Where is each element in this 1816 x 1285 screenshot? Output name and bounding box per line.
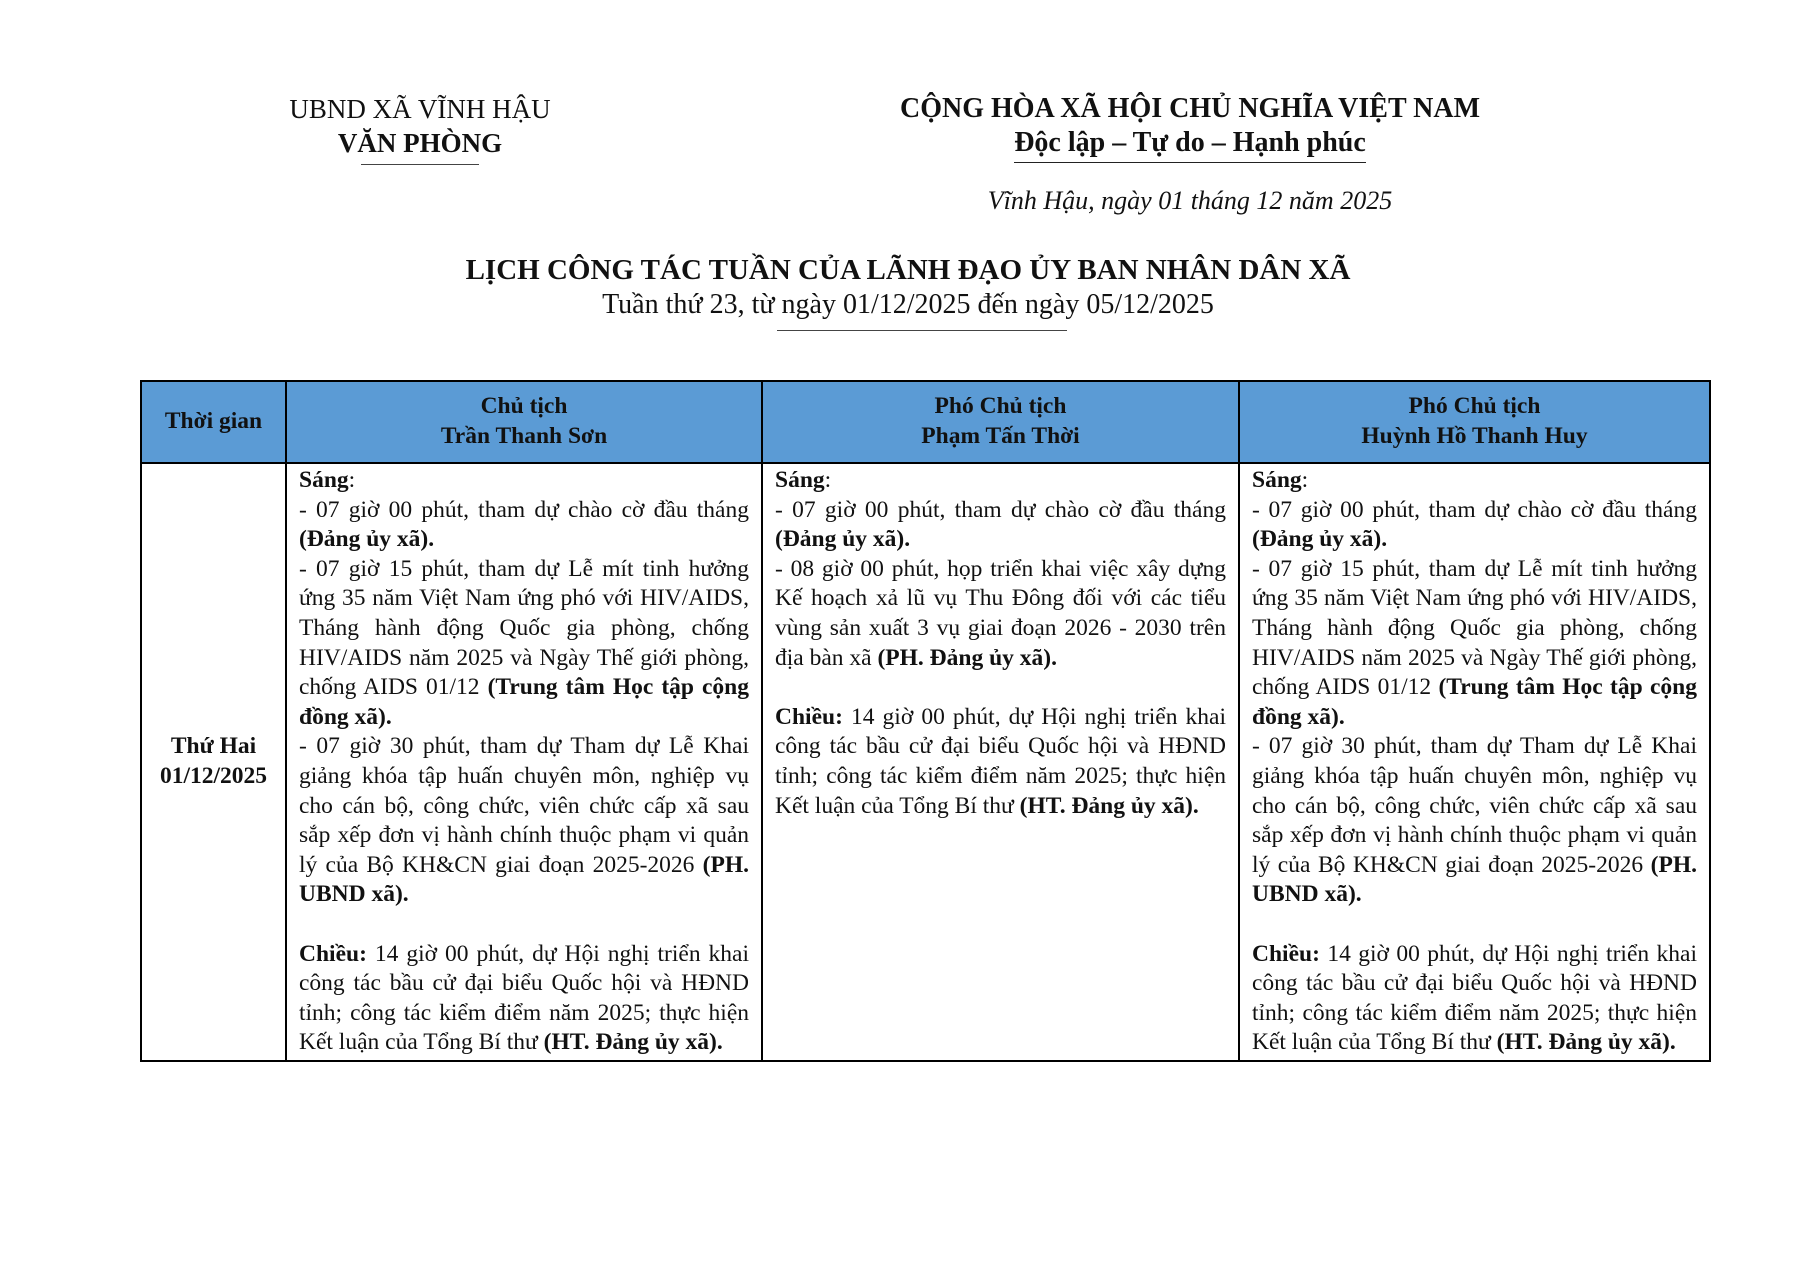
column-header-vice-chairman-1 [762, 381, 1239, 463]
schedule-item: - 07 giờ 00 phút, tham dự chào cờ đầu tháng (Đảng ủy xã). [775, 496, 1226, 553]
morning-label: Sáng [775, 467, 825, 493]
afternoon-label: Chiều: [775, 703, 843, 730]
location: (Đảng ủy xã). [775, 526, 911, 553]
afternoon-item: Chiều: 14 giờ 00 phút, dự Hội nghị triển khai công tác bầu cử đại biểu Quốc hội và HĐND tỉnh; công tác kiểm điểm năm 2025; thực hiện Kết luận của Tổng Bí thư (HT. Đảng ủy xã). [1252, 940, 1697, 1056]
schedule-item: - 07 giờ 30 phút, tham dự Tham dự Lễ Khai giảng khóa tập huấn chuyên môn, nghiệp vụ cho cán bộ, công chức, viên chức cấp xã sau sắp xếp đơn vị hành chính thuộc phạm vi quản lý của Bộ KH&CN giai đoạn 2025-2026 (PH. UBND xã). [1252, 733, 1697, 908]
column-role: Chủ tịch [480, 393, 568, 420]
national-title: CỘNG HÒA XÃ HỘI CHỦ NGHĨA VIỆT NAM [899, 93, 1481, 124]
table-row [141, 463, 1710, 1061]
schedule-cell-chairman: Sáng: - 07 giờ 00 phút, tham dự chào cờ đầu tháng (Đảng ủy xã). - 07 giờ 15 phút, tham dự Lễ mít tinh hưởng ứng 35 năm Việt Nam ứng phó với HIV/AIDS, Tháng hành động Quốc gia phòng, chống HIV/AIDS năm 2025 và Ngày Thế giới phòng, chống AIDS 01/12 (Trung tâm Học tập cộng đồng xã). - 07 giờ 30 phút, tham dự Tham dự Lễ Khai giảng khóa tập huấn chuyên môn, nghiệp vụ cho cán bộ, công chức, viên chức cấp xã sau sắp xếp đơn vị hành chính thuộc phạm vi quản lý của Bộ KH&CN giai đoạn 2025-2026 (PH. UBND xã). Chiều: 14 giờ 00 phút, dự Hội nghị triển khai công tác bầu cử đại biểu Quốc hội và HĐND tỉnh; công tác kiểm điểm năm 2025; thực hiện Kết luận của Tổng Bí thư (HT. Đảng ủy xã). [286, 463, 762, 1061]
table-header-row [141, 381, 1710, 463]
morning-label: Sáng [299, 467, 349, 493]
national-header [840, 92, 1540, 163]
column-person: Trần Thanh Sơn [440, 423, 608, 449]
schedule-cell-vice-chairman-2: Sáng: - 07 giờ 00 phút, tham dự chào cờ đầu tháng (Đảng ủy xã). - 07 giờ 15 phút, tham dự Lễ mít tinh hưởng ứng 35 năm Việt Nam ứng phó với HIV/AIDS, Tháng hành động Quốc gia phòng, chống HIV/AIDS năm 2025 và Ngày Thế giới phòng, chống AIDS 01/12 (Trung tâm Học tập cộng đồng xã). - 07 giờ 30 phút, tham dự Tham dự Lễ Khai giảng khóa tập huấn chuyên môn, nghiệp vụ cho cán bộ, công chức, viên chức cấp xã sau sắp xếp đơn vị hành chính thuộc phạm vi quản lý của Bộ KH&CN giai đoạn 2025-2026 (PH. UBND xã). Chiều: 14 giờ 00 phút, dự Hội nghị triển khai công tác bầu cử đại biểu Quốc hội và HĐND tỉnh; công tác kiểm điểm năm 2025; thực hiện Kết luận của Tổng Bí thư (HT. Đảng ủy xã). [1239, 463, 1710, 1061]
day-name: Thứ Hai [170, 733, 257, 760]
location: (Trung tâm Học tập cộng đồng xã). [299, 674, 749, 730]
afternoon-item: Chiều: 14 giờ 00 phút, dự Hội nghị triển khai công tác bầu cử đại biểu Quốc hội và HĐND tỉnh; công tác kiểm điểm năm 2025; thực hiện Kết luận của Tổng Bí thư (HT. Đảng ủy xã). [775, 703, 1226, 819]
afternoon-label: Chiều: [1252, 940, 1320, 967]
office-underline [361, 164, 479, 165]
location: (PH. UBND xã). [1252, 851, 1697, 908]
issuer-block [250, 92, 590, 165]
column-header-vice-chairman-2 [1239, 381, 1710, 463]
location: (Trung tâm Học tập cộng đồng xã). [1252, 674, 1698, 730]
schedule-item: - 07 giờ 00 phút, tham dự chào cờ đầu tháng (Đảng ủy xã). [1252, 496, 1697, 553]
location: (HT. Đảng ủy xã). [1496, 1029, 1676, 1056]
time-column-header: Thời gian [141, 381, 286, 463]
afternoon-item: Chiều: 14 giờ 00 phút, dự Hội nghị triển khai công tác bầu cử đại biểu Quốc hội và HĐND tỉnh; công tác kiểm điểm năm 2025; thực hiện Kết luận của Tổng Bí thư (HT. Đảng ủy xã). [299, 940, 749, 1056]
location: (HT. Đảng ủy xã). [1019, 792, 1199, 819]
issuer-office: VĂN PHÒNG [337, 128, 503, 158]
location: (Đảng ủy xã). [299, 526, 435, 553]
schedule-table [140, 380, 1711, 1062]
location: (Đảng ủy xã). [1252, 526, 1388, 553]
day-date: 01/12/2025 [159, 762, 268, 789]
schedule-item: - 07 giờ 15 phút, tham dự Lễ mít tinh hưởng ứng 35 năm Việt Nam ứng phó với HIV/AIDS, Tháng hành động Quốc gia phòng, chống HIV/AIDS năm 2025 và Ngày Thế giới phòng, chống AIDS 01/12 (Trung tâm Học tập cộng đồng xã). [299, 555, 749, 730]
issuer-agency: UBND XÃ VĨNH HẬU [289, 94, 551, 124]
location: (PH. UBND xã). [299, 851, 749, 908]
document-title: LỊCH CÔNG TÁC TUẦN CỦA LÃNH ĐẠO ỦY BAN NHÂN DÂN XÃ [465, 254, 1351, 286]
subtitle-underline [777, 330, 1067, 331]
document-subtitle: Tuần thứ 23, từ ngày 01/12/2025 đến ngày 05/12/2025 [602, 289, 1214, 320]
schedule-cell-vice-chairman-1: Sáng: - 07 giờ 00 phút, tham dự chào cờ đầu tháng (Đảng ủy xã). - 08 giờ 00 phút, họp triển khai việc xây dựng Kế hoạch xả lũ vụ Thu Đông đối với các tiểu vùng sản xuất 3 vụ giai đoạn 2026 - 2030 trên địa bàn xã (PH. Đảng ủy xã). Chiều: 14 giờ 00 phút, dự Hội nghị triển khai công tác bầu cử đại biểu Quốc hội và HĐND tỉnh; công tác kiểm điểm năm 2025; thực hiện Kết luận của Tổng Bí thư (HT. Đảng ủy xã). [762, 463, 1239, 1061]
national-motto: Độc lập – Tự do – Hạnh phúc [1014, 126, 1366, 163]
schedule-item: - 07 giờ 30 phút, tham dự Tham dự Lễ Khai giảng khóa tập huấn chuyên môn, nghiệp vụ cho cán bộ, công chức, viên chức cấp xã sau sắp xếp đơn vị hành chính thuộc phạm vi quản lý của Bộ KH&CN giai đoạn 2025-2026 (PH. UBND xã). [299, 733, 749, 908]
schedule-item: - 07 giờ 00 phút, tham dự chào cờ đầu tháng (Đảng ủy xã). [299, 496, 749, 553]
column-role: Phó Chủ tịch [1408, 393, 1541, 420]
dateline: Vĩnh Hậu, ngày 01 tháng 12 năm 2025 [987, 186, 1393, 215]
location: (HT. Đảng ủy xã). [543, 1029, 723, 1056]
column-role: Phó Chủ tịch [934, 393, 1067, 420]
column-header-chairman [286, 381, 762, 463]
location: (PH. Đảng ủy xã). [877, 644, 1057, 671]
column-person: Phạm Tấn Thời [921, 423, 1080, 449]
morning-label: Sáng [1252, 467, 1302, 493]
schedule-item: - 07 giờ 15 phút, tham dự Lễ mít tinh hưởng ứng 35 năm Việt Nam ứng phó với HIV/AIDS, Tháng hành động Quốc gia phòng, chống HIV/AIDS năm 2025 và Ngày Thế giới phòng, chống AIDS 01/12 (Trung tâm Học tập cộng đồng xã). [1252, 555, 1698, 730]
afternoon-label: Chiều: [299, 940, 367, 967]
time-cell [141, 463, 286, 1061]
schedule-item: - 08 giờ 00 phút, họp triển khai việc xây dựng Kế hoạch xả lũ vụ Thu Đông đối với các tiểu vùng sản xuất 3 vụ giai đoạn 2026 - 2030 trên địa bàn xã (PH. Đảng ủy xã). [775, 555, 1226, 671]
column-person: Huỳnh Hồ Thanh Huy [1361, 423, 1588, 449]
